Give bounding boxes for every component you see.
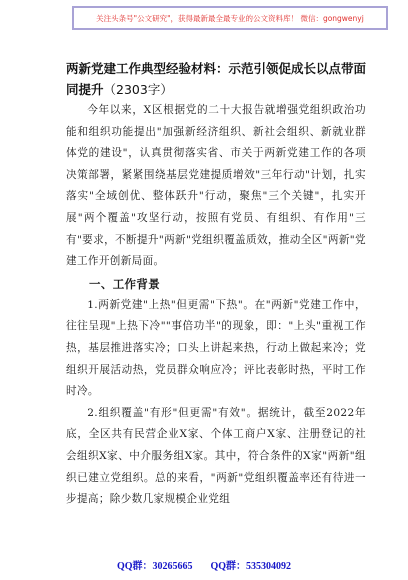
intro-paragraph: 今年以来，X区根据党的二十大报告就增强党组织政治功能和组织功能提出"加强新经济组织、新社会组织、新就业群体党的建设"，认真贯彻落实省、市关于两新党建工作的各项决策部署，紧紧围绕基层党建提质增效"三年行动"计划，扎实落实"全域创优、整体跃升"行动，聚焦"三个关键"，扎实开展"两个覆盖"攻坚行动，按照有党员、有组织、有作用"三有"要求，不断提升"两新"党组织覆盖质效，推动全区"两新"党建工作开创新局面。 xyxy=(66,104,366,268)
page-title xyxy=(66,58,366,100)
banner-text: 关注头条号"公文研究"，获得最新最全最专业的公文资料库！ 微信：gongwenyj xyxy=(96,13,364,23)
qq-group-2: QQ群：535304092 xyxy=(210,561,292,572)
document-body xyxy=(66,100,366,511)
qq-group-1: QQ群：30265665 xyxy=(116,561,193,572)
paragraph-1: 1.两新党建"上热"但更需"下热"。在"两新"党建工作中，往往呈现"上热下冷""事倍功半"的现象，即："上头"重视工作热，基层推进落实冷；口头上讲起来热，行动上做起来冷；党组织开展活动热，党员群众响应冷；评比表彰时热，平时工作时冷。 xyxy=(66,298,366,398)
section-heading: 一、工作背景 xyxy=(89,276,161,291)
top-banner xyxy=(72,6,388,30)
paragraph-2: 2.组织覆盖"有形"但更需"有效"。据统计，截至2022年底，全区共有民营企业X家、个体工商户X家、注册登记的社会组织X家、中介服务组X家。其中，符合条件的X家"两新"组织已建立党组织。总的来看，"两新"党组织覆盖率还有待进一步提高；除少数几家规模企业党组 xyxy=(66,406,366,506)
title-text: 两新党建工作典型经验材料：示范引领促成长以点带面同提升 xyxy=(66,61,367,97)
word-count: （2303字） xyxy=(103,82,173,97)
footer xyxy=(0,557,408,575)
